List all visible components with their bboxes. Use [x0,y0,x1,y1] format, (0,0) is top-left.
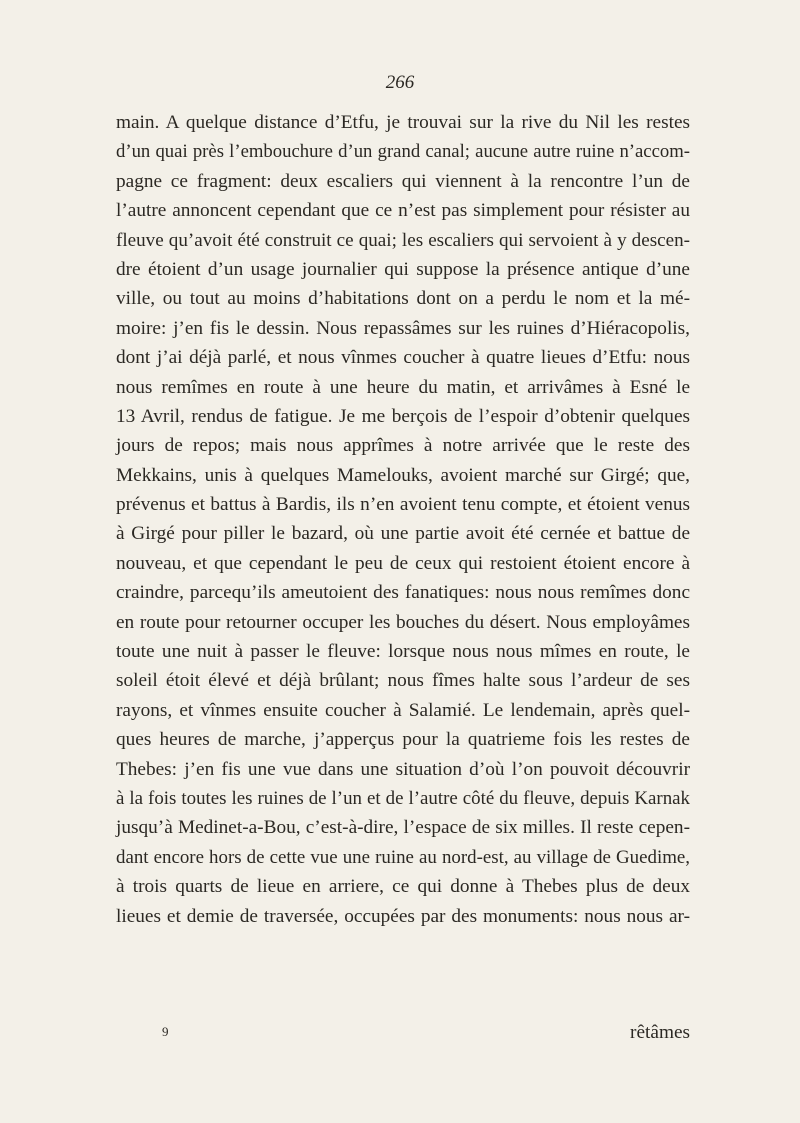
text-line: ques heures de marche, j’apperçus pour la quatrieme fois les restes de [116,729,690,751]
text-line: à la fois toutes les ruines de l’un et de l’autre côté du fleuve, depuis Karnak [116,787,690,809]
text-line: rayons, et vînmes ensuite coucher à Salamié. Le lendemain, après quel- [116,699,690,721]
page-number: 266 [385,72,415,93]
text-line: Thebes: j’en fis une vue dans une situation d’où l’on pouvoit découvrir [116,758,690,780]
text-line: toute une nuit à passer le fleuve: lorsque nous nous mîmes en route, le [116,641,690,663]
text-line: nous remîmes en route à une heure du matin, et arrivâmes à Esné le [116,376,690,398]
text-line: ville, ou tout au moins d’habitations dont on a perdu le nom et la mé- [116,288,690,310]
text-line: 13 Avril, rendus de fatigue. Je me berçois de l’espoir d’obtenir quelques [116,405,690,427]
signature-mark: 9 [162,1024,169,1039]
text-line: dont j’ai déjà parlé, et nous vînmes coucher à quatre lieues d’Etfu: nous [116,347,690,369]
body-text [116,108,690,931]
text-line: jusqu’à Medinet-a-Bou, c’est-à-dire, l’espace de six milles. Il reste cepen- [116,817,690,839]
text-line: l’autre annoncent cependant que ce n’est pas simplement pour résister au [116,200,690,222]
text-line: jours de repos; mais nous apprîmes à notre arrivée que le reste des [116,435,690,457]
text-line: prévenus et battus à Bardis, ils n’en avoient tenu compte, et étoient venus [116,494,690,516]
text-line: moire: j’en fis le dessin. Nous repassâmes sur les ruines d’Hiéracopolis, [116,317,690,339]
text-line: à Girgé pour piller le bazard, où une partie avoit été cernée et battue de [116,523,690,545]
text-line: soleil étoit élevé et déjà brûlant; nous fîmes halte sous l’ardeur de ses [116,670,690,692]
text-line: dant encore hors de cette vue une ruine au nord-est, au village de Guedime, [116,846,690,868]
text-line: main. A quelque distance d’Etfu, je trouvai sur la rive du Nil les restes [116,112,690,133]
text-line: Mekkains, unis à quelques Mamelouks, avoient marché sur Girgé; que, [116,464,690,486]
text-line: fleuve qu’avoit été construit ce quai; les escaliers qui servoient à y descen- [116,229,690,251]
text-line: en route pour retourner occuper les bouches du désert. Nous employâmes [116,611,690,633]
text-line: nouveau, et que cependant le peu de ceux qui restoient étoient encore à [116,552,690,574]
text-line: à trois quarts de lieue en arriere, ce qui donne à Thebes plus de deux [116,876,690,898]
catchword: rêtâmes [630,1022,690,1043]
page-footer [116,1018,690,1048]
text-line: dre étoient d’un usage journalier qui suppose la présence antique d’une [116,258,690,280]
text-line: craindre, parcequ’ils ameutoient des fanatiques: nous nous remîmes donc [116,582,690,604]
text-line: d’un quai près l’embouchure d’un grand canal; aucune autre ruine n’accom- [116,141,690,163]
text-line: pagne ce fragment: deux escaliers qui viennent à la rencontre l’un de [116,170,690,192]
text-line: lieues et demie de traversée, occupées par des monuments: nous nous ar- [116,905,690,927]
